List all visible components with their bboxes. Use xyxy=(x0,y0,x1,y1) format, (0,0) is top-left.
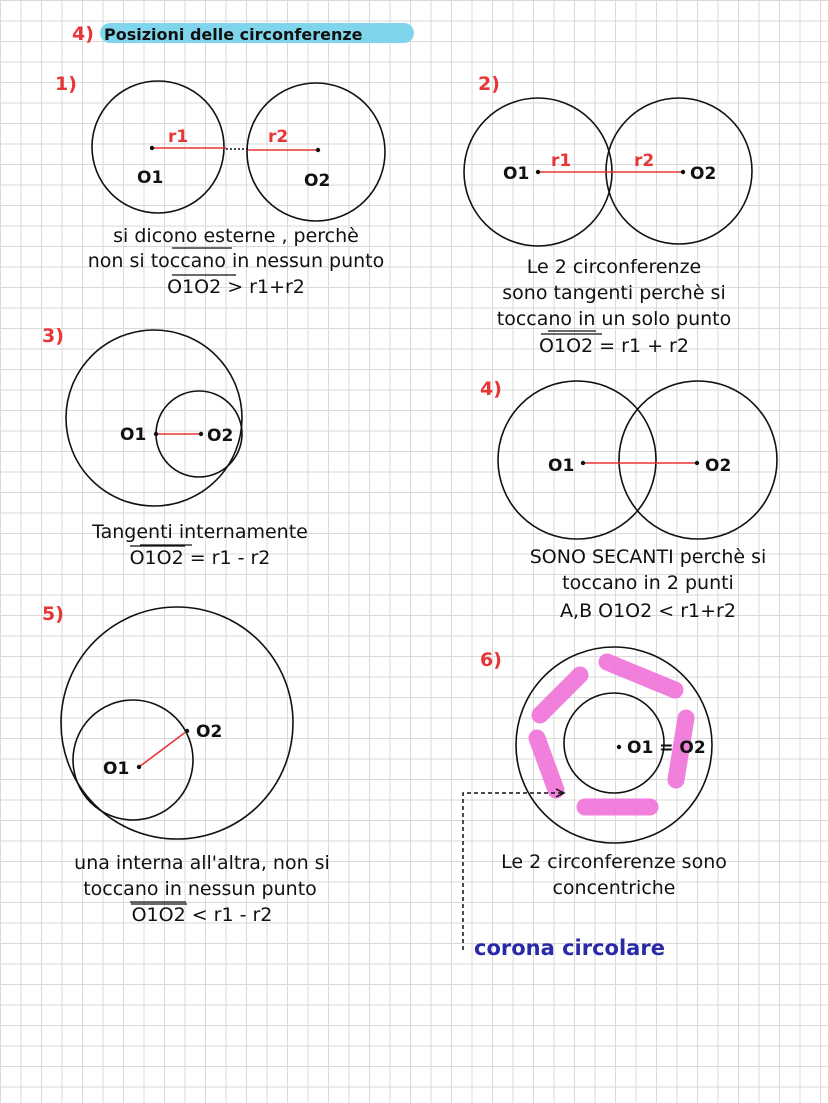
caption-line-3: toccano in un solo punto xyxy=(496,308,732,330)
center-o2 xyxy=(185,729,189,733)
caption-line-1: Tangenti internamente xyxy=(92,521,308,543)
caption-line-2: sono tangenti perchè si xyxy=(502,282,726,304)
section-number: 6) xyxy=(480,649,502,671)
caption-formula: O1O2 = r1 - r2 xyxy=(129,547,271,569)
center-o2 xyxy=(316,148,320,152)
caption-line-2: non si toccano in nessun punto xyxy=(87,250,385,272)
circle-outer xyxy=(61,607,293,839)
caption-line-1: SONO SECANTI perchè si xyxy=(529,546,767,568)
circle-2 xyxy=(606,98,752,244)
label-o2: O2 xyxy=(196,722,223,742)
center-o1 xyxy=(581,461,585,465)
label-o1: O1 xyxy=(548,456,575,476)
center-o1 xyxy=(154,432,158,436)
annotation-corona-circolare: corona circolare xyxy=(474,936,665,960)
section-5 xyxy=(42,603,330,926)
caption-line-1: Le 2 circonferenze xyxy=(526,256,702,278)
corona-stroke xyxy=(607,662,675,690)
section-3 xyxy=(42,325,308,569)
caption-line-2: toccano in 2 punti xyxy=(562,572,734,594)
caption-line-1: Le 2 circonferenze sono xyxy=(501,851,727,873)
section-number: 5) xyxy=(42,603,64,625)
section-2 xyxy=(464,73,752,357)
title-number: 4) xyxy=(72,23,94,45)
label-r1: r1 xyxy=(168,127,189,147)
center-o2 xyxy=(681,170,685,174)
center-o1 xyxy=(150,146,154,150)
caption-formula: O1O2 < r1 - r2 xyxy=(131,904,273,926)
label-o2: O2 xyxy=(690,164,717,184)
label-o1: O1 xyxy=(120,425,147,445)
circle-inner xyxy=(73,700,193,820)
center-point xyxy=(617,745,621,749)
corona-stroke xyxy=(537,738,556,790)
caption-line-1: si dicono esterne , perchè xyxy=(113,225,359,247)
caption-line-1: una interna all'altra, non si xyxy=(74,852,330,874)
label-o2: O2 xyxy=(705,456,732,476)
label-o1: O1 xyxy=(503,164,530,184)
label-o2: O2 xyxy=(207,426,234,446)
label-center: O1 = O2 xyxy=(627,738,706,758)
section-4 xyxy=(480,378,777,622)
center-o2 xyxy=(199,432,203,436)
caption-line-2: toccano in nessun punto xyxy=(83,878,317,900)
circle-2 xyxy=(247,83,385,221)
caption-formula: O1O2 > r1+r2 xyxy=(167,276,305,298)
circle-1 xyxy=(498,381,656,539)
corona-stroke xyxy=(540,675,580,715)
section-number: 2) xyxy=(478,73,500,95)
label-r2: r2 xyxy=(268,127,289,147)
label-r2: r2 xyxy=(634,151,655,171)
label-o1: O1 xyxy=(137,168,164,188)
label-o1: O1 xyxy=(103,759,130,779)
circle-1 xyxy=(92,81,224,213)
page-title: Posizioni delle circonferenze xyxy=(104,25,363,44)
circle-2 xyxy=(619,381,777,539)
label-o2: O2 xyxy=(304,171,331,191)
caption-line-3: A,B O1O2 < r1+r2 xyxy=(560,600,736,622)
section-number: 4) xyxy=(480,378,502,400)
caption-line-2: concentriche xyxy=(552,877,676,899)
section-1 xyxy=(55,73,385,298)
section-6 xyxy=(463,647,727,960)
section-number: 3) xyxy=(42,325,64,347)
section-number: 1) xyxy=(55,73,77,95)
label-r1: r1 xyxy=(551,151,572,171)
center-o1 xyxy=(137,765,141,769)
circle-outer xyxy=(66,330,242,506)
caption-formula: O1O2 = r1 + r2 xyxy=(539,335,689,357)
center-o2 xyxy=(695,461,699,465)
center-line xyxy=(139,731,187,767)
center-o1 xyxy=(536,170,540,174)
